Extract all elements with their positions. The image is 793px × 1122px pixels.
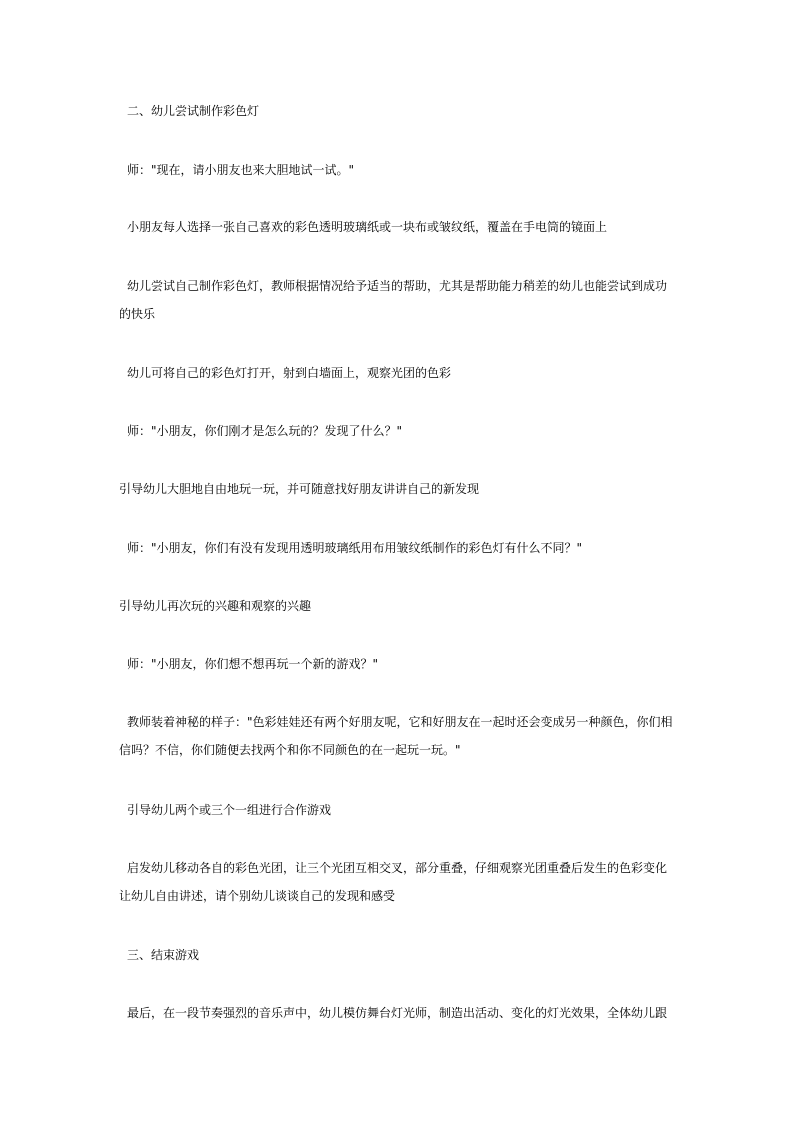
teacher-quote-paragraph: 师："小朋友，你们想不想再玩一个新的游戏？" bbox=[127, 657, 379, 671]
section-heading-2: 二、幼儿尝试制作彩色灯 bbox=[127, 104, 260, 118]
body-paragraph: 小朋友每人选择一张自己喜欢的彩色透明玻璃纸或一块布或皱纹纸，覆盖在手电筒的镜面上 bbox=[127, 220, 608, 234]
body-paragraph: 最后，在一段节奏强烈的音乐声中，幼儿模仿舞台灯光师，制造出活动、变化的灯光效果，全体幼儿跟 bbox=[127, 1006, 668, 1020]
body-paragraph: 启发幼儿移动各自的彩色光团，让三个光团互相交叉，部分重叠，仔细观察光团重叠后发生的色彩变化 bbox=[127, 861, 668, 875]
teacher-quote-paragraph: 师："现在，请小朋友也来大胆地试一试。" bbox=[127, 163, 355, 177]
section-heading-3: 三、结束游戏 bbox=[127, 948, 200, 962]
body-paragraph: 教师装着神秘的样子："色彩娃娃还有两个好朋友呢，它和好朋友在一起时还会变成另一种颜色，你们相信吗？不信，你们随便去找两个和你不同颜色的在一起玩一玩。" bbox=[119, 715, 673, 757]
body-paragraph: 幼儿可将自己的彩色灯打开，射到白墙面上，观察光团的色彩 bbox=[127, 366, 452, 380]
body-paragraph: 引导幼儿大胆地自由地玩一玩，并可随意找好朋友讲讲自己的新发现 bbox=[119, 482, 480, 496]
body-paragraph: 引导幼儿再次玩的兴趣和观察的兴趣 bbox=[119, 599, 312, 613]
teacher-quote-paragraph: 师："小朋友，你们刚才是怎么玩的？发现了什么？" bbox=[127, 424, 403, 438]
teacher-quote-paragraph: 师："小朋友，你们有没有发现用透明玻璃纸用布用皱纹纸制作的彩色灯有什么不同？" bbox=[127, 541, 583, 555]
body-paragraph: 引导幼儿两个或三个一组进行合作游戏 bbox=[127, 803, 332, 817]
body-paragraph: 让幼儿自由讲述，请个别幼儿谈谈自己的发现和感受 bbox=[119, 889, 396, 903]
body-paragraph: 幼儿尝试自己制作彩色灯，教师根据情况给予适当的帮助，尤其是帮助能力稍差的幼儿也能尝试到成功的快乐 bbox=[119, 279, 668, 321]
